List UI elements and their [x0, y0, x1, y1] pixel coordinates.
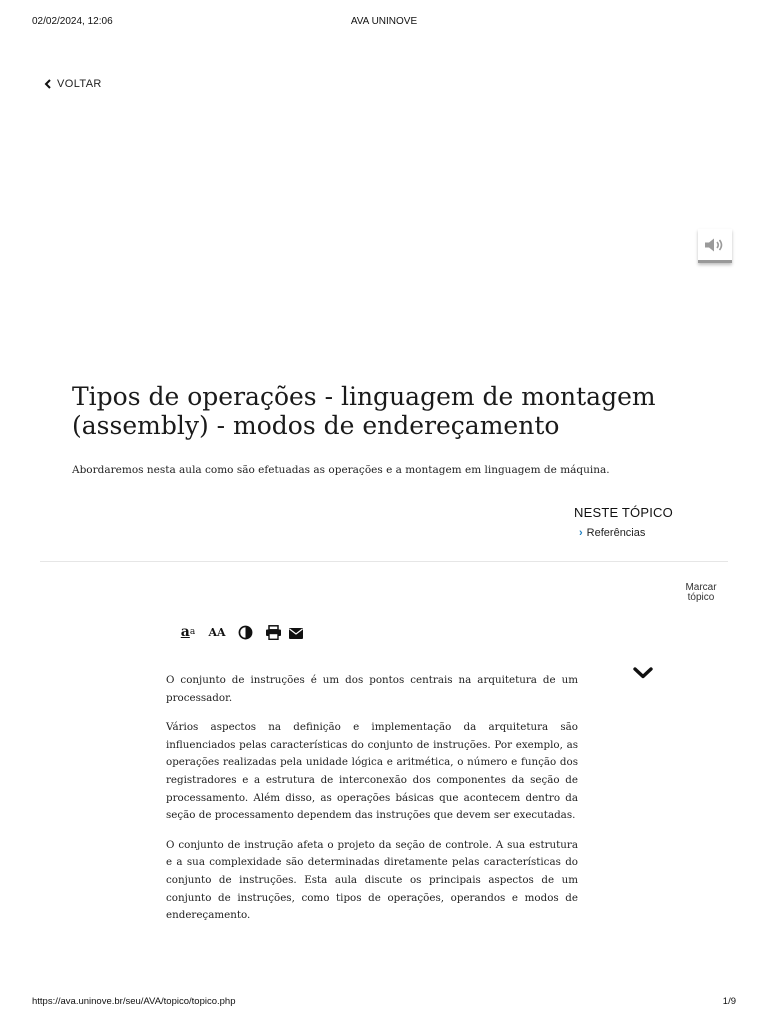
accessibility-toolbar	[178, 623, 303, 641]
chevron-right-icon: ›	[579, 527, 583, 539]
speaker-icon	[704, 237, 726, 253]
print-url: https://ava.uninove.br/seu/AVA/topico/topico.php	[32, 996, 236, 1007]
font-family-icon[interactable]	[178, 624, 198, 640]
content-paragraph: O conjunto de instrução afeta o projeto da seção de controle. A sua estrutura e a sua complexidade são determinadas diretamente pelas características do conjunto de instruções. Esta aula discute os principais aspectos de um conjunto de instruções, como tipos de operações, operandos e modos de endereçamento.	[166, 838, 578, 922]
print-icon[interactable]	[265, 625, 282, 640]
audio-button[interactable]	[698, 229, 732, 263]
topic-content	[166, 672, 578, 937]
content-paragraph: O conjunto de instruções é um dos pontos centrais na arquitetura de um processador.	[166, 674, 578, 704]
mark-topic-label-line2: tópico	[687, 592, 715, 603]
sidebar-item-label: Referências	[586, 527, 646, 539]
sidebar-item-referencias[interactable]	[579, 527, 645, 539]
print-page-title: AVA UNINOVE	[350, 16, 418, 27]
topic-title: Tipos de operações - linguagem de montagem (assembly) - modos de endereçamento	[72, 382, 656, 440]
contrast-icon[interactable]	[237, 624, 253, 640]
mail-icon[interactable]	[289, 628, 303, 640]
chevron-down-icon[interactable]	[632, 666, 654, 680]
back-button[interactable]	[44, 78, 102, 90]
topic-subtitle: Abordaremos nesta aula como são efetuadas as operações e a montagem em linguagem de máquina.	[72, 464, 610, 476]
back-label: VOLTAR	[57, 78, 102, 90]
font-size-label: AA	[208, 625, 226, 639]
print-page-number: 1/9	[722, 996, 736, 1007]
divider	[40, 561, 728, 562]
in-topic-heading: NESTE TÓPICO	[574, 505, 673, 520]
print-header	[0, 16, 768, 30]
chevron-left-icon	[44, 79, 52, 89]
mark-topic-label-line1: Marcar	[685, 582, 717, 593]
print-datetime: 02/02/2024, 12:06	[32, 16, 113, 27]
font-size-icon[interactable]	[205, 626, 229, 639]
mark-topic-button[interactable]	[676, 583, 726, 603]
font-icon-main: a	[180, 624, 190, 640]
print-footer	[0, 996, 768, 1010]
font-icon-sup: a	[189, 627, 196, 637]
content-paragraph: Vários aspectos na definição e implementação da arquitetura são influenciados pelas características do conjunto de instruções. Por exemplo, as operações realizadas pela unidade lógica e aritmética, o número e função dos registradores e a estrutura de interconexão dos componentes da seção de processamento. Além disso, as operações básicas que acontecem dentro da seção de processamento dependem das instruções que devem ser executadas.	[166, 721, 578, 822]
